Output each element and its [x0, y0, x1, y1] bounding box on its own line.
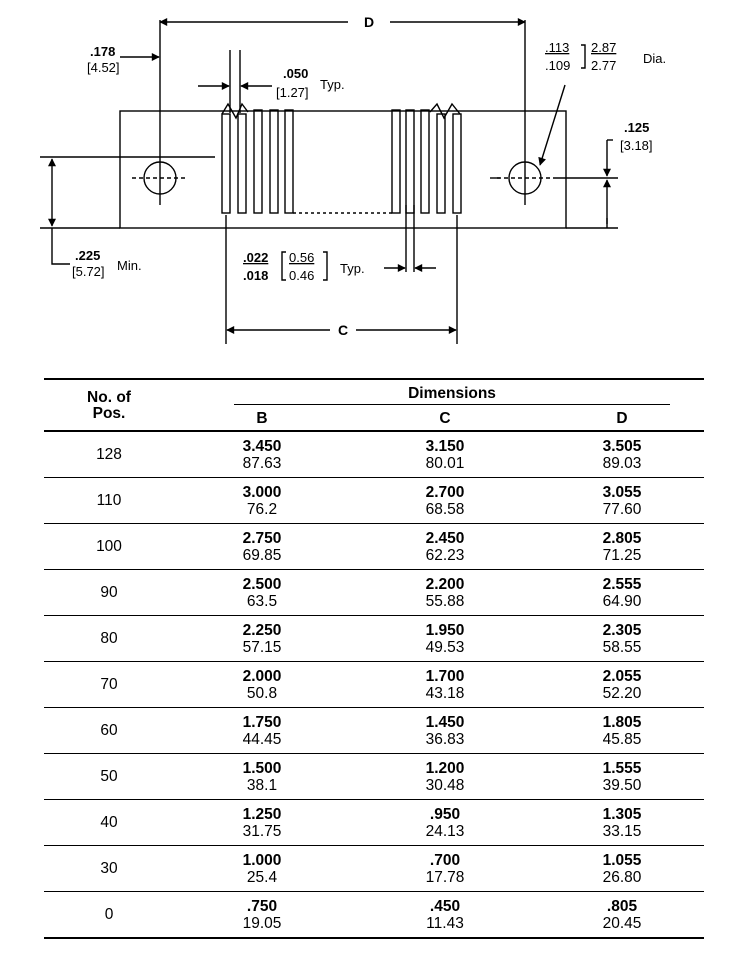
dimension-b-millimeters: 25.4: [246, 868, 278, 886]
height-mm-label: [3.18]: [620, 138, 653, 153]
dimension-d-cell: [540, 524, 704, 570]
dimension-d-millimeters: 20.45: [602, 914, 642, 932]
dimension-b-inches: 2.250: [242, 621, 282, 639]
dimension-c-millimeters: 11.43: [426, 914, 464, 932]
contact-group-right: [392, 104, 461, 213]
dimension-c-millimeters: 49.53: [425, 638, 465, 656]
dimension-b-millimeters: 31.75: [242, 822, 282, 840]
dimension-d-cell: [540, 431, 704, 478]
dimension-c-cell: [350, 754, 540, 800]
dimension-c-millimeters: 36.83: [425, 730, 465, 748]
dimension-d-inches: 2.055: [602, 667, 642, 685]
hole-note: Dia.: [643, 51, 667, 66]
table-row: [44, 800, 704, 846]
connector-body: [120, 111, 566, 228]
dimension-d-inches: 2.555: [602, 575, 642, 593]
dimension-b-cell: [174, 800, 350, 846]
pitch-mm-label: [1.27]: [276, 85, 309, 100]
dimension-c-inches: 3.150: [425, 437, 465, 455]
dimension-d-millimeters: 77.60: [602, 500, 642, 518]
dimension-d-inches: 1.805: [602, 713, 642, 731]
pitch-inch-label: .050: [283, 66, 309, 81]
dimension-d-cell: [540, 708, 704, 754]
dim-c-label: C: [337, 322, 349, 338]
dimension-b-cell: [174, 570, 350, 616]
table-row: [44, 662, 704, 708]
dimension-b-cell: [174, 708, 350, 754]
dimension-d-cell: [540, 846, 704, 892]
table-row: [44, 570, 704, 616]
dimension-d-cell: [540, 892, 704, 939]
dimension-c-cell: [350, 708, 540, 754]
table-row: [44, 478, 704, 524]
dimension-d-cell: [540, 570, 704, 616]
dimension-c-cell: [350, 662, 540, 708]
dimension-d-cell: [540, 478, 704, 524]
dimension-c-inches: 1.700: [425, 667, 465, 685]
dimension-d-inches: .805: [606, 897, 638, 915]
dimension-d-inches: 1.555: [602, 759, 642, 777]
contact-group-left: [222, 104, 293, 213]
dimension-d-millimeters: 39.50: [602, 776, 642, 794]
dimension-d-millimeters: 52.20: [602, 684, 642, 702]
table-row: [44, 524, 704, 570]
positions-cell: 30: [44, 846, 174, 892]
dimension-d-cell: [540, 616, 704, 662]
positions-cell: 70: [44, 662, 174, 708]
dimension-d-cell: [540, 754, 704, 800]
column-header-b: B: [174, 408, 350, 431]
edge-mm-label: [4.52]: [87, 60, 120, 75]
dimension-d-inches: 1.305: [602, 805, 642, 823]
dimension-b-inches: 1.500: [242, 759, 282, 777]
dimension-b-millimeters: 87.63: [242, 454, 282, 472]
positions-cell: 60: [44, 708, 174, 754]
dimension-c-inches: 2.700: [425, 483, 465, 501]
dimension-c-millimeters: 68.58: [425, 500, 465, 518]
dimension-c-millimeters: 17.78: [425, 868, 465, 886]
dimension-d-cell: [540, 800, 704, 846]
dimension-b-millimeters: 57.15: [242, 638, 282, 656]
dimension-b-cell: [174, 616, 350, 662]
dimension-c-cell: [350, 570, 540, 616]
dimension-d-millimeters: 45.85: [602, 730, 642, 748]
table-row: [44, 892, 704, 939]
dimension-b-millimeters: 69.85: [242, 546, 282, 564]
dimension-d-millimeters: 26.80: [602, 868, 642, 886]
table-row: [44, 708, 704, 754]
column-header-d: D: [540, 408, 704, 431]
connector-outline-drawing: [0, 0, 731, 350]
dimension-b-millimeters: 63.5: [246, 592, 278, 610]
dimension-b-inches: 2.000: [242, 667, 282, 685]
positions-cell: 100: [44, 524, 174, 570]
positions-cell: 50: [44, 754, 174, 800]
dimension-c-inches: 2.450: [425, 529, 465, 547]
dimension-c-millimeters: 80.01: [425, 454, 465, 472]
dimension-b-cell: [174, 431, 350, 478]
dimension-c-cell: [350, 616, 540, 662]
dimension-b-cell: [174, 754, 350, 800]
lead-inch-min: .018: [243, 268, 269, 283]
dimension-b-inches: 2.750: [242, 529, 282, 547]
dimension-c-millimeters: 30.48: [425, 776, 465, 794]
table-row: [44, 431, 704, 478]
hole-mm-max: 2.87: [591, 40, 617, 55]
edge-inch-label: .178: [90, 44, 116, 59]
pitch-note: Typ.: [320, 77, 345, 92]
dimension-d-inches: 3.505: [602, 437, 642, 455]
dimension-d-inches: 2.305: [602, 621, 642, 639]
dimension-b-inches: .750: [246, 897, 278, 915]
dimension-c-millimeters: 43.18: [425, 684, 465, 702]
dimension-b-millimeters: 38.1: [246, 776, 278, 794]
min-mm-label: [5.72]: [72, 264, 105, 279]
dimensions-table-body: [44, 431, 704, 938]
positions-cell: 0: [44, 892, 174, 939]
dimension-c-inches: 2.200: [425, 575, 465, 593]
dimension-c-inches: .450: [429, 897, 461, 915]
height-inch-label: .125: [624, 120, 650, 135]
dimension-d-millimeters: 71.25: [602, 546, 642, 564]
hole-inch-max: .113: [545, 40, 570, 55]
dimension-b-inches: 3.000: [242, 483, 282, 501]
table-row: [44, 616, 704, 662]
min-note: Min.: [117, 258, 142, 273]
lead-note: Typ.: [340, 261, 365, 276]
dimensions-table: [44, 378, 704, 939]
dimension-b-millimeters: 44.45: [242, 730, 282, 748]
dimension-c-inches: .700: [429, 851, 461, 869]
min-inch-label: .225: [75, 248, 101, 263]
dimension-c-millimeters: 62.23: [425, 546, 465, 564]
dimension-c-inches: 1.450: [425, 713, 465, 731]
positions-cell: 80: [44, 616, 174, 662]
dimension-b-inches: 1.000: [242, 851, 282, 869]
dimension-d-millimeters: 58.55: [602, 638, 642, 656]
column-header-c: C: [350, 408, 540, 431]
dim-d-label: D: [363, 14, 375, 30]
dimension-c-cell: [350, 846, 540, 892]
dimension-b-cell: [174, 662, 350, 708]
positions-cell: 128: [44, 431, 174, 478]
dimension-b-cell: [174, 478, 350, 524]
dimension-c-inches: 1.950: [425, 621, 465, 639]
positions-header: [44, 379, 174, 431]
dimension-b-inches: 3.450: [242, 437, 282, 455]
dimension-b-millimeters: 76.2: [246, 500, 278, 518]
positions-cell: 90: [44, 570, 174, 616]
hole-mm-min: 2.77: [591, 58, 617, 73]
dimension-c-millimeters: 55.88: [425, 592, 465, 610]
lead-mm-max: 0.56: [289, 250, 315, 265]
dimension-b-inches: 1.750: [242, 713, 282, 731]
lead-inch-max: .022: [243, 250, 269, 265]
hole-inch-min: .109: [545, 58, 571, 73]
dimension-d-millimeters: 33.15: [602, 822, 642, 840]
positions-header-line2: Pos.: [92, 405, 126, 422]
dimension-b-cell: [174, 524, 350, 570]
dimension-c-cell: [350, 524, 540, 570]
table-row: [44, 754, 704, 800]
dimension-c-cell: [350, 800, 540, 846]
dimension-d-inches: 3.055: [602, 483, 642, 501]
dimension-c-inches: .950: [429, 805, 461, 823]
positions-header-line1: No. of: [87, 389, 131, 406]
dimension-d-millimeters: 64.90: [602, 592, 642, 610]
dimension-d-millimeters: 89.03: [602, 454, 642, 472]
dimension-b-millimeters: 19.05: [242, 914, 282, 932]
dimension-c-inches: 1.200: [425, 759, 465, 777]
dimension-d-inches: 1.055: [602, 851, 642, 869]
dimension-c-cell: [350, 892, 540, 939]
table-row: [44, 846, 704, 892]
dimension-c-millimeters: 24.13: [425, 822, 465, 840]
dimension-d-cell: [540, 662, 704, 708]
lead-mm-min: 0.46: [289, 268, 315, 283]
dimension-b-cell: [174, 892, 350, 939]
dimension-c-cell: [350, 478, 540, 524]
dimension-b-millimeters: 50.8: [246, 684, 278, 702]
dimension-b-cell: [174, 846, 350, 892]
positions-cell: 110: [44, 478, 174, 524]
dimension-d-inches: 2.805: [602, 529, 642, 547]
positions-cell: 40: [44, 800, 174, 846]
dimensions-group-header: Dimensions: [174, 379, 704, 408]
dimension-b-inches: 2.500: [242, 575, 282, 593]
dimension-c-cell: [350, 431, 540, 478]
dimension-b-inches: 1.250: [242, 805, 282, 823]
